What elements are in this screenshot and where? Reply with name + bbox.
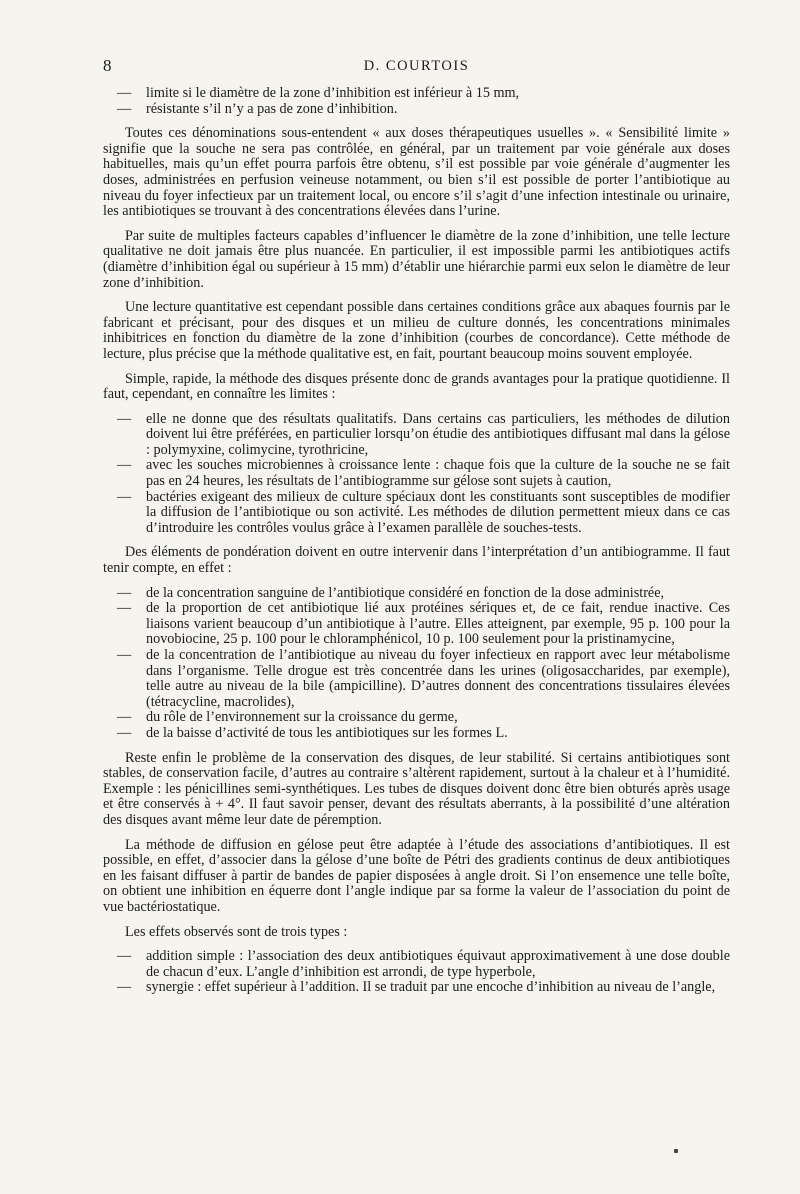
running-title: D. COURTOIS [363, 58, 470, 74]
list-item: — du rôle de l’environnement sur la croissance du germe, [103, 710, 730, 726]
paragraph-quantitative-reading: Une lecture quantitative est cependant possible dans certaines conditions grâce aux abaques fournis par le fabricant et précisant, pour des disques et un milieu de culture donnés, les concentrations minimales inhibitrices en fonction du diamètre de la zone d’inhibition (courbes de concordance). Cette méthode de lecture, plus précise que la méthode qualitative est, en fait, pourtant beaucoup moins souvent employée. [103, 299, 730, 362]
list-item: — de la baisse d’activité de tous les antibiotiques sur les formes L. [103, 726, 730, 742]
list-item: — bactéries exigeant des milieux de culture spéciaux dont les constituants sont susceptibles de modifier la diffusion de l’antibiotique ou son activité. Les méthodes de dilution permettent mieux dans ce cas d’introduire les contrôles voulus grâce à l’examen parallèle de souches-tests. [103, 490, 730, 537]
list-item: — de la concentration sanguine de l’antibiotique considéré en fonction de la dose administrée, [103, 586, 730, 602]
print-speck [674, 1149, 678, 1153]
list-item: — synergie : effet supérieur à l’addition. Il se traduit par une encoche d’inhibition au niveau de l’angle, [103, 980, 730, 996]
list-item: — limite si le diamètre de la zone d’inhibition est inférieur à 15 mm, [103, 86, 730, 102]
paragraph-weighting-elements: Des éléments de pondération doivent en outre intervenir dans l’interprétation d’un antibiogramme. Il faut tenir compte, en effet : [103, 544, 730, 577]
dash-list [103, 412, 730, 537]
paragraph-disk-method-limits: Simple, rapide, la méthode des disques présente donc de grands avantages pour la pratique quotidienne. Il faut, cependant, en connaître les limites : [103, 370, 730, 403]
list-item: — de la concentration de l’antibiotique au niveau du foyer infectieux en rapport avec leur métabolisme dans l’organisme. Telle drogue est très concentrée dans les urines (oligosaccharides, par exemple), telle autre au niveau de la bile (ampicilline). D’autres donnent des concentrations tissulaires élevées (tétracycline, macrolides), [103, 648, 730, 710]
page-number: 8 [103, 56, 112, 75]
paragraph-effect-types: Les effets observés sont de trois types : [125, 923, 348, 940]
paragraph-dose-definitions: Toutes ces dénominations sous-entendent « aux doses thérapeutiques usuelles ». « Sensibilité limite » signifie que la souche ne sera pas contrôlée, en général, par un traitement par voie générale aux doses habituelles, mais qu’un effet pourra parfois être obtenu, s’il est possible par voie générale d’augmenter les doses, administrées en perfusion veineuse notamment, ou bien s’il est possible de porter l’antibiotique au niveau du foyer infectieux par un traitement local, ou encore s’il s’agit d’une infection intestinale ou urinaire, les antibiotiques se trouvant à des concentrations élevées dans l’urine. [103, 125, 730, 220]
page-body [103, 86, 730, 996]
list-item: — avec les souches microbiennes à croissance lente : chaque fois que la culture de la souche ne se fait pas en 24 heures, les résultats de l’antibiogramme sur gélose sont sujets à caution, [103, 458, 730, 489]
dash-list [103, 86, 730, 117]
dash-list [103, 949, 730, 996]
paragraph-qualitative-reading: Par suite de multiples facteurs capables d’influencer le diamètre de la zone d’inhibition, une telle lecture qualitative ne doit jamais être plus nuancée. En particulier, il est impossible parmi les antibiotiques actifs (diamètre d’inhibition égal ou supérieur à 15 mm) d’établir une hiérarchie parmi eux selon le diamètre de leur zone d’inhibition. [103, 227, 730, 291]
dash-list [103, 586, 730, 742]
paragraph-antibiotic-associations: La méthode de diffusion en gélose peut être adaptée à l’étude des associations d’antibiotiques. Il est possible, en effet, d’associer dans la gélose d’une boîte de Pétri des gradients continus de deux antibiotiques en les faisant diffuser à partir de bandes de papier disposées à angle droit. Si l’on ensemence une telle boîte, on obtient une inhibition en équerre dont l’angle indique par sa forme la valeur de l’association du point de vue bactériostatique. [103, 836, 730, 915]
page-header [103, 56, 730, 86]
list-item: — de la proportion de cet antibiotique lié aux protéines sériques et, de ce fait, rendue inactive. Ces liaisons varient beaucoup d’un antibiotique à l’autre. Elles atteignent, par exemple, 95 p. 100 pour la novobiocine, 25 p. 100 pour le chloramphénicol, 10 p. 100 seulement pour la pristinamycine, [103, 601, 730, 648]
list-item: — addition simple : l’association des deux antibiotiques équivaut approximativement à une dose double de chacun d’eux. L’angle d’inhibition est arrondi, de type hyperbole, [103, 949, 730, 980]
list-item: — résistante s’il n’y a pas de zone d’inhibition. [103, 102, 730, 118]
paragraph-disk-conservation: Reste enfin le problème de la conservation des disques, de leur stabilité. Si certains antibiotiques sont stables, de conservation facile, d’autres au contraire s’altèrent rapidement, surtout à la chaleur et à l’humidité. Exemple : les pénicillines semi-synthétiques. Les tubes de disques doivent donc être bien obturés après usage et être conservés à + 4°. Il faut savoir penser, devant des résultats aberrants, à la possibilité d’une altération des disques avant même leur date de péremption. [103, 749, 730, 828]
list-item: — elle ne donne que des résultats qualitatifs. Dans certains cas particuliers, les méthodes de dilution doivent lui être préférées, en particulier lorsqu’on étudie des antibiotiques diffusant mal dans la gélose : polymyxine, colimycine, tyrothricine, [103, 412, 730, 459]
